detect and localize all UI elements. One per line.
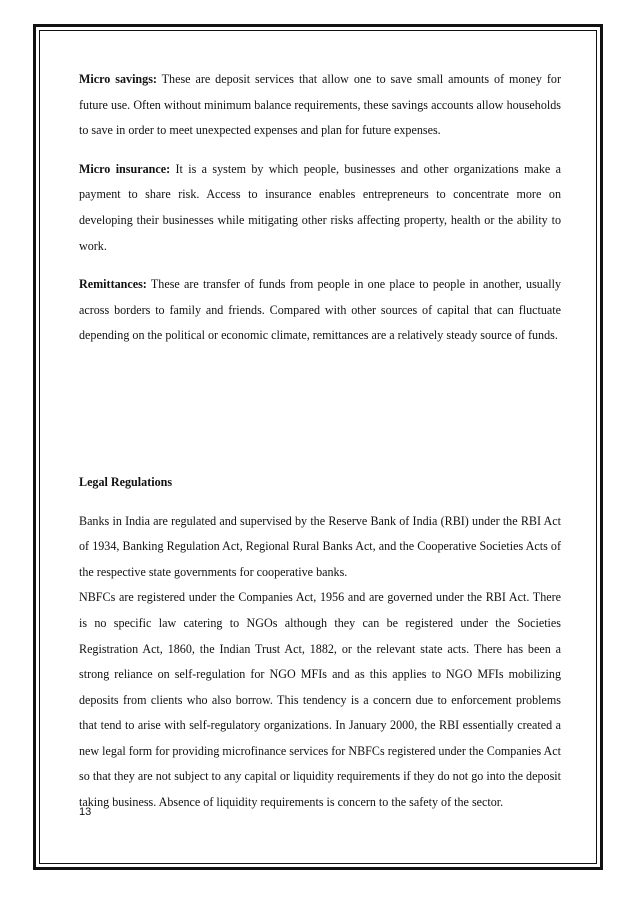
text-remittances: These are transfer of funds from people in one place to people in another, usually across borders to family and friends. Compared with other sources of capital that can fluctuate depending on the political or economic climate, remittances are a relatively steady source of funds. [79, 277, 561, 343]
text-micro-savings: These are deposit services that allow one to save small amounts of money for future use. Often without minimum balance requirements, these savings accounts allow households to save in order to meet unexpected expenses and plan for future expenses. [79, 72, 561, 138]
term-micro-insurance: Micro insurance: [79, 161, 171, 176]
section-heading-legal-regulations: Legal Regulations [79, 474, 173, 489]
paragraph-legal-nbfcs: NBFCs are registered under the Companies Act, 1956 and are governed under the RBI Act. There is no specific law catering to NGOs although they can be registered under the Societies Registration Act, 1860, the Indian Trust Act, 1882, or the relevant state acts. There has been a strong reliance on self-regulation for NGO MFIs and as this applies to NGO MFIs mobilizing deposits from clients who also borrow. This tendency is a concern due to enforcement problems that tend to arise with self-regulatory organizations. In January 2000, the RBI essentially created a new legal form for providing microfinance services for NBFCs registered under the Companies Act so that they are not subject to any capital or liquidity requirements if they do not go into the deposit taking business. Absence of liquidity requirements is concern to the safety of the sector. [79, 590, 561, 810]
term-remittances: Remittances: [79, 277, 147, 292]
paragraph-micro-savings [79, 67, 561, 144]
paragraph-legal-banks: Banks in India are regulated and supervised by the Reserve Bank of India (RBI) under the RBI Act of 1934, Banking Regulation Act, Regional Rural Banks Act, and the Cooperative Societies Acts of the respective state governments for cooperative banks. [79, 513, 561, 579]
term-micro-savings: Micro savings: [79, 72, 157, 86]
paragraph-remittances [79, 272, 561, 349]
page-number: 13 [79, 806, 92, 818]
text-micro-insurance: It is a system by which people, businesses and other organizations make a payment to share risk. Access to insurance enables entrepreneurs to concentrate more on developing their businesses while mitigating other risks affecting property, health or the ability to work. [79, 161, 561, 253]
page-content [79, 67, 561, 816]
paragraph-micro-insurance [79, 157, 561, 259]
